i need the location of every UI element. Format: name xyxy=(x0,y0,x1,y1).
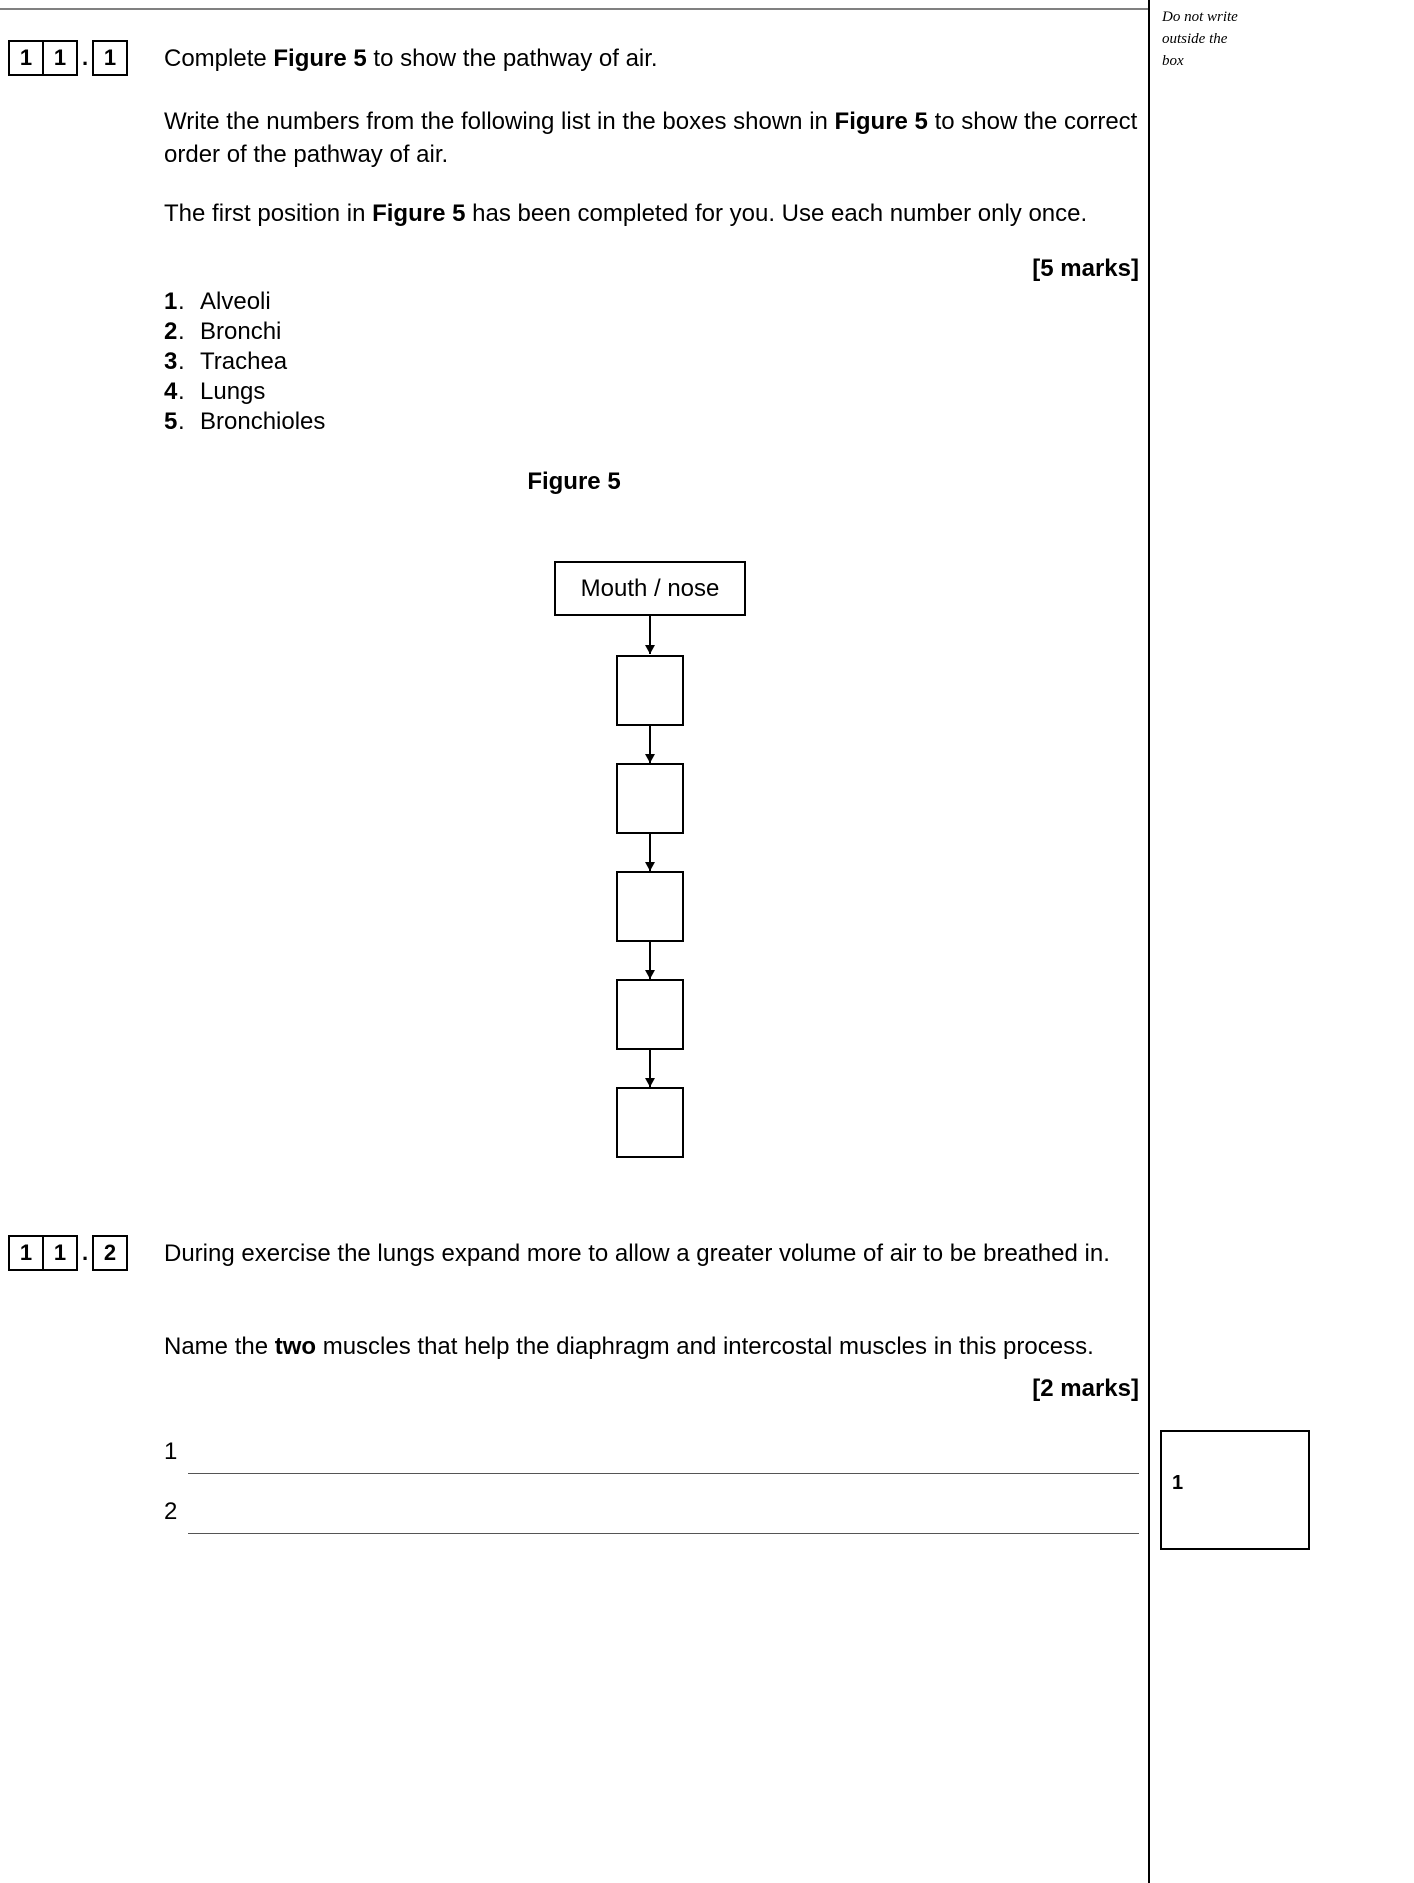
dnw-line-1: Do not write xyxy=(1162,9,1238,25)
list-item xyxy=(164,377,325,407)
text-seg: During exercise the lungs expand more to allow a greater volume of air to be breathed in. xyxy=(164,1240,1110,1267)
dnw-line-2: outside the xyxy=(1162,31,1228,47)
para-line xyxy=(164,42,1139,75)
para-line xyxy=(164,197,1139,230)
flow-arrowhead-1 xyxy=(645,645,655,654)
para-line xyxy=(164,105,1139,171)
text-seg-bold: Figure 5 xyxy=(273,45,367,72)
answer-line-row-1 xyxy=(164,1440,1139,1474)
list-item-label: Bronchioles xyxy=(200,408,326,435)
text-seg: to show the pathway of air. xyxy=(366,45,658,72)
question-11-2-para-2 xyxy=(164,1330,1139,1363)
para-line xyxy=(164,1237,1139,1270)
text-seg-bold: Figure 5 xyxy=(834,108,928,135)
list-item-number: 5 xyxy=(164,408,178,435)
flow-box-mouth-nose xyxy=(554,561,746,616)
list-item-number: 4 xyxy=(164,378,178,405)
answer-write-line-1[interactable] xyxy=(188,1473,1139,1474)
examiner-marks-box xyxy=(1160,1430,1310,1550)
qnum-digit-1: 1 xyxy=(8,40,44,76)
text-seg: has been completed for you. Use each number only once. xyxy=(465,200,1088,227)
text-seg: The first position in xyxy=(164,200,373,227)
list-item-number: 3 xyxy=(164,348,178,375)
text-seg-bold: Figure 5 xyxy=(372,200,466,227)
question-11-2-para-1 xyxy=(164,1237,1139,1270)
list-item xyxy=(164,347,325,377)
marks-label-11-1: [5 marks] xyxy=(1032,255,1139,282)
question-11-1-para-2 xyxy=(164,105,1139,171)
qnum-sub-digit: 2 xyxy=(92,1235,128,1271)
list-item-label: Alveoli xyxy=(200,288,271,315)
qnum-separator: . xyxy=(81,1240,89,1265)
flow-box-answer-1[interactable] xyxy=(616,655,684,726)
marks-box-value: 1 xyxy=(1172,1472,1184,1494)
flow-arrowhead-3 xyxy=(645,862,655,871)
flow-arrowhead-2 xyxy=(645,754,655,763)
flow-box-answer-2[interactable] xyxy=(616,763,684,834)
text-seg: Write the numbers from the following list in the boxes shown in xyxy=(164,108,835,135)
list-item-number: 2 xyxy=(164,318,178,345)
question-11-1-para-3 xyxy=(164,197,1139,230)
text-seg: Name the xyxy=(164,1333,275,1360)
qnum-sub-digit: 1 xyxy=(92,40,128,76)
list-item-dot: . xyxy=(178,348,185,375)
list-item xyxy=(164,287,325,317)
list-item-label: Lungs xyxy=(200,378,266,405)
question-11-1-para-1 xyxy=(164,42,1139,75)
list-item xyxy=(164,407,325,437)
question-number-11-2 xyxy=(8,1235,128,1271)
do-not-write-outside-box-note xyxy=(1162,6,1402,72)
pathway-option-list xyxy=(164,287,325,437)
flow-box-answer-3[interactable] xyxy=(616,871,684,942)
flow-arrowhead-4 xyxy=(645,970,655,979)
answer-line-label-1: 1 xyxy=(164,1438,178,1465)
marks-label-11-2: [2 marks] xyxy=(1032,1375,1139,1402)
page-top-rule xyxy=(0,8,1148,10)
flow-box-answer-4[interactable] xyxy=(616,979,684,1050)
answer-line-label-2: 2 xyxy=(164,1498,178,1525)
flow-box-answer-5[interactable] xyxy=(616,1087,684,1158)
text-seg: Complete xyxy=(164,45,274,72)
figure-5-title: Figure 5 xyxy=(527,468,621,495)
dnw-line-3: box xyxy=(1162,53,1184,69)
list-item-dot: . xyxy=(178,318,185,345)
list-item-label: Trachea xyxy=(200,348,288,375)
para-line xyxy=(164,1330,1139,1363)
answer-line-row-2 xyxy=(164,1500,1139,1534)
list-item-label: Bronchi xyxy=(200,318,282,345)
list-item-dot: . xyxy=(178,378,185,405)
list-item-number: 1 xyxy=(164,288,178,315)
qnum-digit-2: 1 xyxy=(42,1235,78,1271)
text-seg: muscles that help the diaphragm and intercostal muscles in this process. xyxy=(316,1333,1094,1360)
text-seg: to show the correct order of the pathway of air. xyxy=(164,108,1138,168)
flow-arrowhead-5 xyxy=(645,1078,655,1087)
qnum-digit-1: 1 xyxy=(8,1235,44,1271)
list-item-dot: . xyxy=(178,288,185,315)
answer-write-line-2[interactable] xyxy=(188,1533,1139,1534)
text-seg-bold: two xyxy=(274,1333,317,1360)
qnum-digit-2: 1 xyxy=(42,40,78,76)
list-item-dot: . xyxy=(178,408,185,435)
margin-divider-rule xyxy=(1148,0,1150,1883)
flow-box-label: Mouth / nose xyxy=(580,574,720,602)
list-item xyxy=(164,317,325,347)
question-number-11-1 xyxy=(8,40,128,76)
qnum-separator: . xyxy=(81,45,89,70)
